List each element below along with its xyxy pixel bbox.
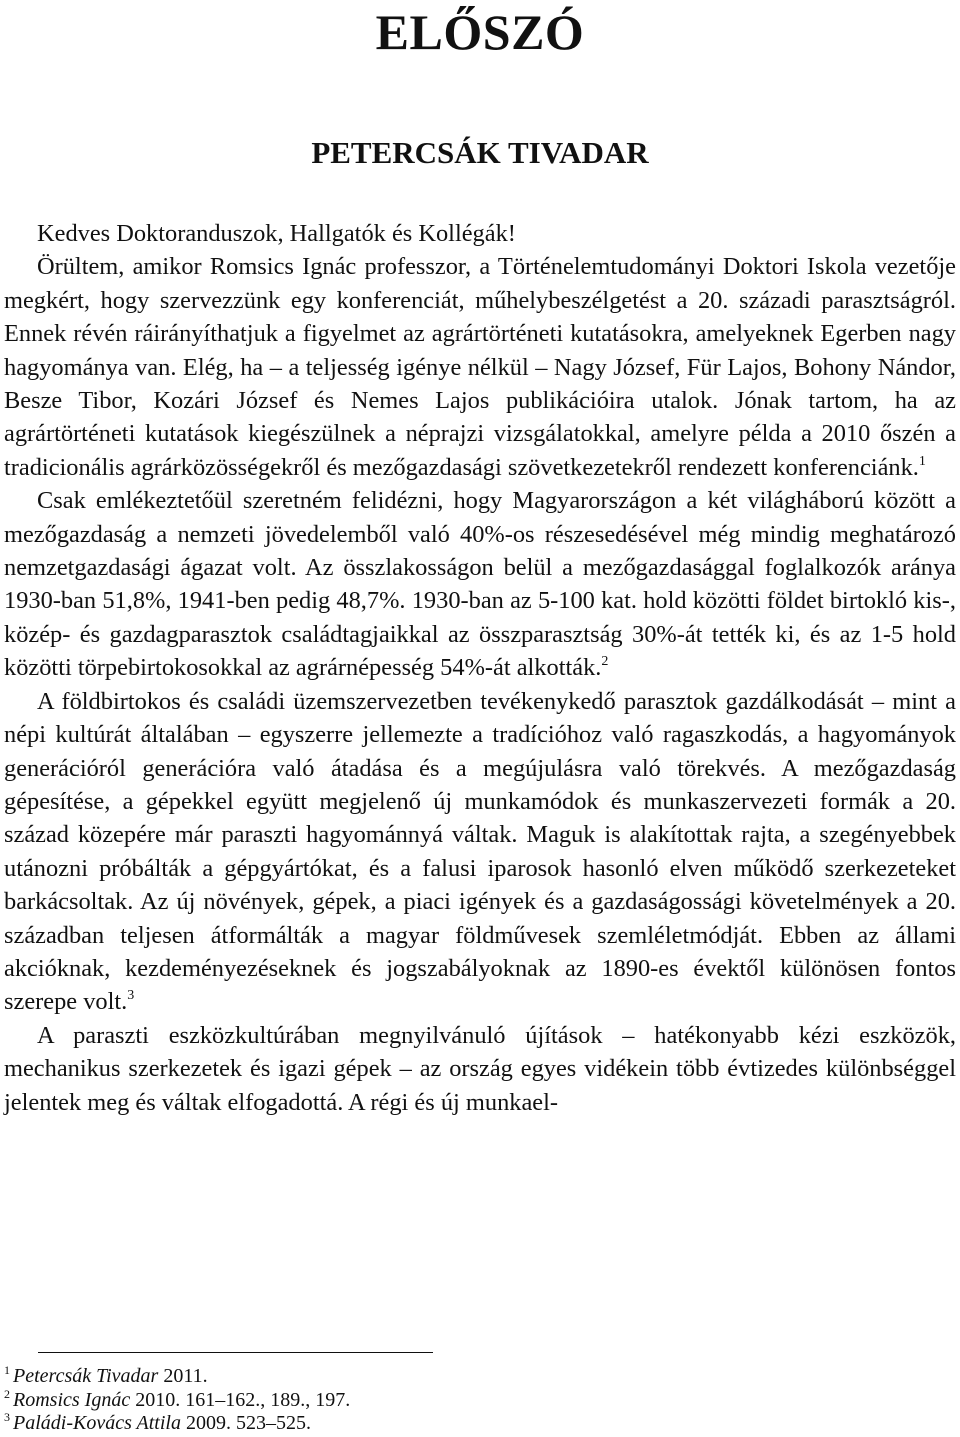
footnote-ref-2[interactable]: 2 bbox=[601, 654, 609, 670]
footnotes bbox=[4, 1365, 944, 1436]
footnote-ref-1[interactable]: 1 bbox=[918, 453, 926, 469]
paragraph-1: Örültem, amikor Romsics Ignác professzor, a Történelemtudományi Doktori Iskola vezetője megkért, hogy szervezzünk egy konferenciát, műhelybeszélgetést a 20. századi parasztságról. Ennek révén ráirányíthatjuk a figyelmet az agrártörténeti kutatásokra, amelyeknek Egerben nagy hagyománya van. Elég, ha – a teljesség igénye nélkül – Nagy József, Für Lajos, Bohony Nándor, Besze Tibor, Kozári József és Nemes Lajos publikációira utalok. Jónak tartom, ha az agrártörténeti kutatások kiegészülnek a néprajzi vizsgálatokkal, amelyre példa a 2010 őszén a tradicionális agrárközösségekről és mezőgazdasági szövetkezetekről rendezett konferenciánk.$^1$ bbox=[4, 253, 956, 481]
salutation: Kedves Doktoranduszok, Hallgatók és Kollégák! bbox=[37, 220, 516, 247]
document-page bbox=[4, 0, 956, 1119]
body-text bbox=[4, 217, 956, 1119]
page-title: ELŐSZÓ bbox=[375, 4, 585, 60]
footnote-3: $^3$ Paládi-Kovács Attila 2009. 523–525. bbox=[4, 1410, 311, 1434]
paragraph-2: Csak emlékeztetőül szeretném felidézni, hogy Magyarországon a két világháború között a mezőgazdaság a nemzeti jövedelemből való 40%-os részesedésével még mindig meghatározó nemzetgazdasági ágazat volt. Az összlakosságon belül a mezőgazdasággal foglalkozók aránya 1930-ban 51,8%, 1941-ben pedig 48,7%. 1930-ban az 5-100 kat. hold közötti földet birtokló kis-, közép- és gazdagparasztok családtagjaikkal az összparasztság 30%-át tették ki, és az 1-5 hold közötti törpebirtokosokkal az agrárnépesség 54%-át alkották.$^2$ bbox=[4, 487, 956, 682]
footnote-2: $^2$ Romsics Ignác 2010. 161–162., 189., 197. bbox=[4, 1386, 351, 1411]
paragraph-4: A paraszti eszközkultúrában megnyilvánuló újítások – hatékonyabb kézi eszközök, mechanikus szerkezetek és igazi gépek – az ország egyes vidékein több évtizedes különbséggel jelentek meg és váltak elfogadottá. A régi és új munkael- bbox=[4, 1021, 956, 1116]
footnote-ref-3[interactable]: 3 bbox=[127, 988, 135, 1004]
paragraph-3: A földbirtokos és családi üzemszervezetben tevékenykedő parasztok gazdálkodását – mint a népi kultúrát általában – egyszerre jellemezte a tradícióhoz való ragaszkodás, a hagyományok generációról generációra való átadása és a megújulásra való törekvés. A mezőgazdaság gépesítése, a gépekkel együtt megjelenő új munkamódok és munkaszervezeti formák a 20. század közepére már paraszti hagyománnyá váltak. Maguk is alakítottak rajta, a szegényebbek utánozni próbálták a gépgyártókat, és a falusi iparosok hasonló elven működő szerkezeteket barkácsoltak. Az új növények, gépek, a piaci igények és a gazdaságossági követelmények a 20. században teljesen átformálták a magyar földművesek szemléletmódját. Ebben az állami akcióknak, kezdeményezéseknek és jogszabályoknak az 1890-es évektől különösen fontos szerepe volt.$^3$ bbox=[4, 687, 956, 1016]
footnote-divider bbox=[38, 1352, 433, 1353]
footnote-1: $^1$ Petercsák Tivadar 2011. bbox=[4, 1363, 208, 1387]
author-name: PETERCSÁK TIVADAR bbox=[311, 135, 649, 170]
